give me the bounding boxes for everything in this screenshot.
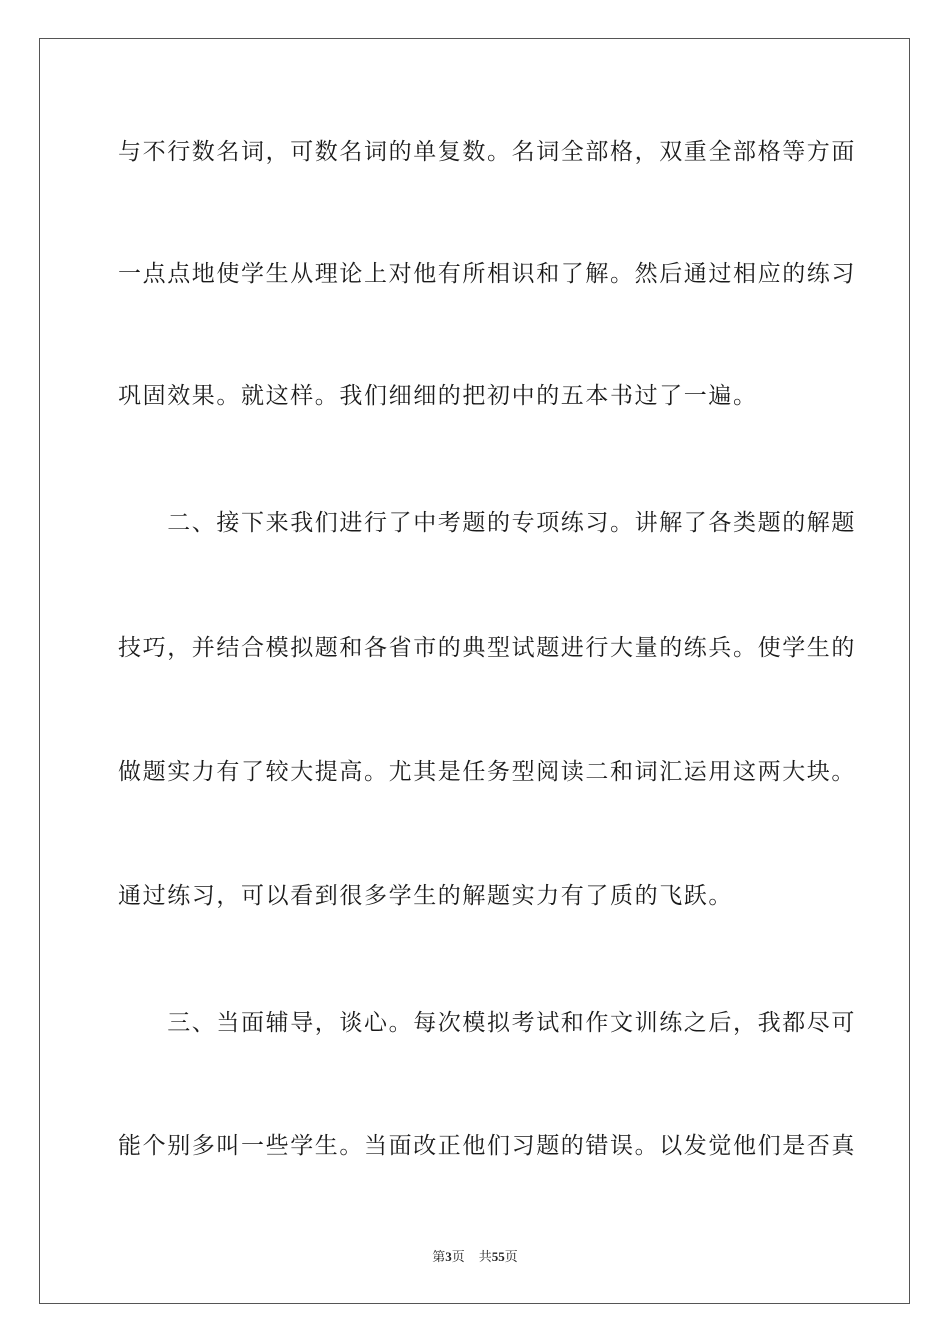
paragraph-line-9: 能个别多叫一些学生。当面改正他们习题的错误。以发觉他们是否真 [118, 1133, 856, 1159]
paragraph-line-5: 技巧，并结合模拟题和各省市的典型试题进行大量的练兵。使学生的 [118, 635, 856, 661]
total-pages: 55 [491, 1249, 505, 1264]
paragraph-line-6: 做题实力有了较大提高。尤其是任务型阅读二和词汇运用这两大块。 [118, 759, 856, 785]
paragraph-line-4: 二、接下来我们进行了中考题的专项练习。讲解了各类题的解题 [118, 510, 856, 536]
paragraph-line-1: 与不行数名词，可数名词的单复数。名词全部格，双重全部格等方面 [118, 139, 856, 165]
paragraph-line-2: 一点点地使学生从理论上对他有所相识和了解。然后通过相应的练习 [118, 261, 856, 287]
page-number: 3 [445, 1249, 452, 1264]
paragraph-line-8: 三、当面辅导，谈心。每次模拟考试和作文训练之后，我都尽可 [118, 1010, 856, 1036]
total-suffix: 页 [504, 1250, 518, 1265]
paragraph-line-3: 巩固效果。就这样。我们细细的把初中的五本书过了一遍。 [118, 383, 758, 409]
paragraph-line-7: 通过练习，可以看到很多学生的解题实力有了质的飞跃。 [118, 883, 733, 909]
page-suffix: 页 [451, 1250, 465, 1265]
total-prefix: 共 [478, 1250, 492, 1265]
page-prefix: 第 [432, 1250, 446, 1265]
page-footer [0, 1248, 950, 1267]
page-border [39, 38, 910, 1304]
